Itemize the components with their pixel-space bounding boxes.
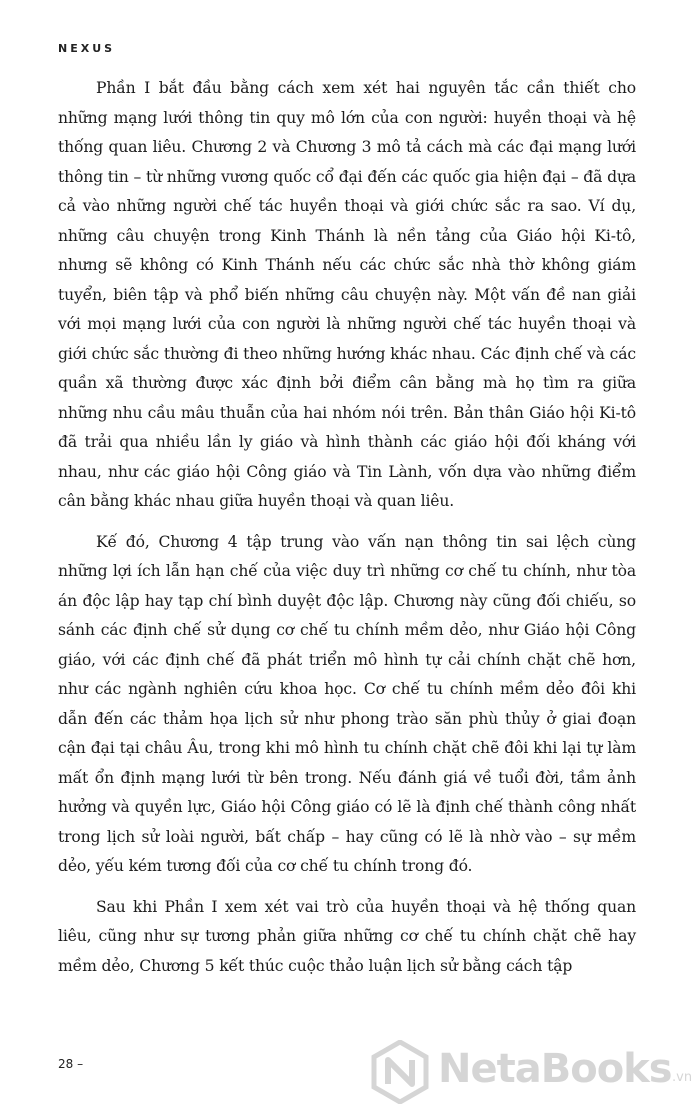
paragraph-3: Sau khi Phần I xem xét vai trò của huyền thoại và hệ thống quan liêu, cũng như sự tương phản giữa những cơ chế tu chính chặt chẽ hay mềm dẻo, Chương 5 kết thúc cuộc thảo luận lịch sử bằng cách tập: [58, 897, 636, 975]
netabooks-logo-icon: [368, 1040, 432, 1104]
body-text: [58, 74, 636, 992]
paragraph-2: Kế đó, Chương 4 tập trung vào vấn nạn thông tin sai lệch cùng những lợi ích lẫn hạn chế của việc duy trì những cơ chế tu chính, như tòa án độc lập hay tạp chí bình duyệt độc lập. Chương này cũng đối chiếu, so sánh các định chế sử dụng cơ chế tu chính mềm dẻo, như Giáo hội Công giáo, với các định chế đã phát triển mô hình tự cải chính chặt chẽ hơn, như các ngành nghiên cứu khoa học. Cơ chế tu chính mềm dẻo đôi khi dẫn đến các thảm họa lịch sử như phong trào săn phù thủy ở giai đoạn cận đại tại châu Âu, trong khi mô hình tu chính chặt chẽ đôi khi lại tự làm mất ổn định mạng lưới từ bên trong. Nếu đánh giá về tuổi đời, tầm ảnh hưởng và quyền lực, Giáo hội Công giáo có lẽ là định chế thành công nhất trong lịch sử loài người, bất chấp – hay cũng có lẽ là nhờ vào – sự mềm dẻo, yếu kém tương đối của cơ chế tu chính trong đó.: [58, 532, 636, 875]
watermark-suffix: .vn: [672, 1070, 693, 1085]
watermark: [368, 1038, 693, 1110]
running-head: NEXUS: [58, 42, 116, 55]
watermark-brand: NetaBooks: [438, 1046, 672, 1092]
page-number: 28 –: [58, 1057, 84, 1071]
paragraph-1: Phần I bắt đầu bằng cách xem xét hai nguyên tắc cần thiết cho những mạng lưới thông tin quy mô lớn của con người: huyền thoại và hệ thống quan liêu. Chương 2 và Chương 3 mô tả cách mà các đại mạng lưới thông tin – từ những vương quốc cổ đại đến các quốc gia hiện đại – đã dựa cả vào những người chế tác huyền thoại và giới chức sắc ra sao. Ví dụ, những câu chuyện trong Kinh Thánh là nền tảng của Giáo hội Ki-tô, nhưng sẽ không có Kinh Thánh nếu các chức sắc nhà thờ không giám tuyển, biên tập và phổ biến những câu chuyện này. Một vấn đề nan giải với mọi mạng lưới của con người là những người chế tác huyền thoại và giới chức sắc thường đi theo những hướng khác nhau. Các định chế và các quần xã thường được xác định bởi điểm cân bằng mà họ tìm ra giữa những nhu cầu mâu thuẫn của hai nhóm nói trên. Bản thân Giáo hội Ki-tô đã trải qua nhiều lần ly giáo và hình thành các giáo hội đối kháng với nhau, như các giáo hội Công giáo và Tin Lành, vốn dựa vào những điểm cân bằng khác nhau giữa huyền thoại và quan liêu.: [58, 79, 636, 510]
